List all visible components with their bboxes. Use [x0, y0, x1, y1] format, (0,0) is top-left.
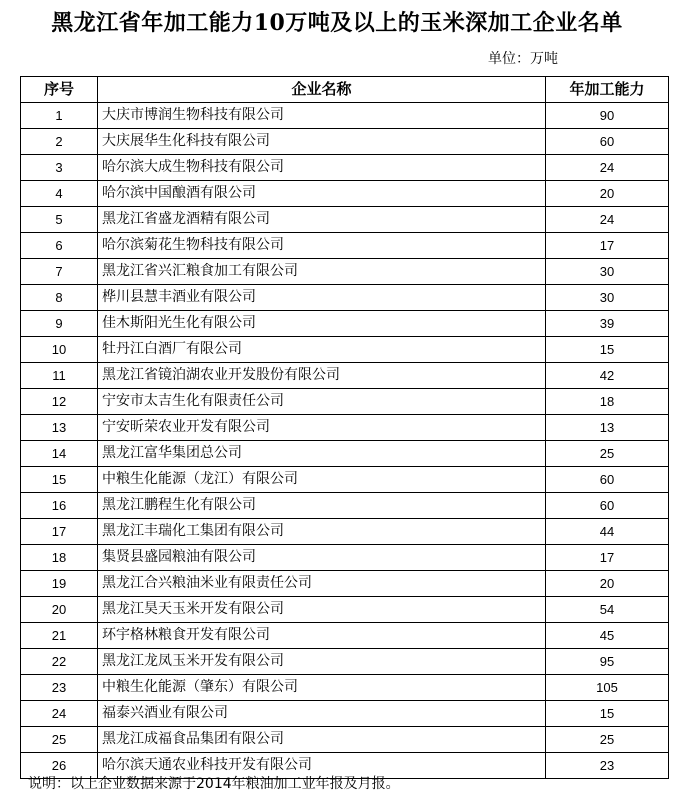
table-row	[21, 311, 669, 337]
cell-capacity: 25	[546, 727, 669, 753]
cell-capacity: 30	[546, 285, 669, 311]
cell-capacity: 15	[546, 701, 669, 727]
table-row	[21, 259, 669, 285]
table-row	[21, 519, 669, 545]
cell-company-name: 黑龙江省镜泊湖农业开发股份有限公司	[98, 363, 546, 389]
cell-capacity: 39	[546, 311, 669, 337]
cell-capacity: 23	[546, 753, 669, 779]
source-note: 说明：以上企业数据来源于2014年粮油加工业年报及月报。	[28, 776, 400, 792]
cell-company-name: 佳木斯阳光生化有限公司	[98, 311, 546, 337]
cell-serial: 3	[21, 155, 98, 181]
cell-capacity: 24	[546, 155, 669, 181]
cell-serial: 24	[21, 701, 98, 727]
cell-company-name: 黑龙江省兴汇粮食加工有限公司	[98, 259, 546, 285]
cell-capacity: 60	[546, 129, 669, 155]
cell-company-name: 牡丹江白酒厂有限公司	[98, 337, 546, 363]
table-row	[21, 701, 669, 727]
table-row	[21, 623, 669, 649]
cell-serial: 25	[21, 727, 98, 753]
cell-company-name: 黑龙江富华集团总公司	[98, 441, 546, 467]
cell-capacity: 17	[546, 545, 669, 571]
cell-company-name: 黑龙江龙凤玉米开发有限公司	[98, 649, 546, 675]
cell-serial: 23	[21, 675, 98, 701]
cell-serial: 14	[21, 441, 98, 467]
cell-capacity: 25	[546, 441, 669, 467]
table-row	[21, 675, 669, 701]
cell-capacity: 24	[546, 207, 669, 233]
table-row	[21, 467, 669, 493]
cell-capacity: 30	[546, 259, 669, 285]
cell-serial: 19	[21, 571, 98, 597]
cell-serial: 20	[21, 597, 98, 623]
cell-capacity: 15	[546, 337, 669, 363]
table-row	[21, 415, 669, 441]
cell-company-name: 黑龙江昊天玉米开发有限公司	[98, 597, 546, 623]
cell-capacity: 95	[546, 649, 669, 675]
cell-capacity: 18	[546, 389, 669, 415]
table-row	[21, 597, 669, 623]
header-serial: 序号	[21, 77, 98, 103]
cell-company-name: 福泰兴酒业有限公司	[98, 701, 546, 727]
cell-company-name: 宁安市太吉生化有限责任公司	[98, 389, 546, 415]
cell-serial: 5	[21, 207, 98, 233]
table-row	[21, 363, 669, 389]
cell-capacity: 54	[546, 597, 669, 623]
table-row	[21, 181, 669, 207]
table-row	[21, 493, 669, 519]
document-title: 黑龙江省年加工能力10万吨及以上的玉米深加工企业名单	[51, 10, 623, 36]
header-annual-capacity: 年加工能力	[546, 77, 669, 103]
cell-serial: 11	[21, 363, 98, 389]
cell-company-name: 宁安昕荣农业开发有限公司	[98, 415, 546, 441]
cell-serial: 1	[21, 103, 98, 129]
table-row	[21, 103, 669, 129]
cell-capacity: 45	[546, 623, 669, 649]
cell-company-name: 桦川县慧丰酒业有限公司	[98, 285, 546, 311]
table-row	[21, 571, 669, 597]
cell-company-name: 黑龙江成福食品集团有限公司	[98, 727, 546, 753]
table-row	[21, 727, 669, 753]
cell-company-name: 哈尔滨菊花生物科技有限公司	[98, 233, 546, 259]
cell-serial: 10	[21, 337, 98, 363]
cell-capacity: 13	[546, 415, 669, 441]
cell-company-name: 黑龙江省盛龙酒精有限公司	[98, 207, 546, 233]
table-row	[21, 155, 669, 181]
cell-capacity: 60	[546, 493, 669, 519]
cell-serial: 9	[21, 311, 98, 337]
table-row	[21, 545, 669, 571]
cell-company-name: 哈尔滨大成生物科技有限公司	[98, 155, 546, 181]
cell-capacity: 20	[546, 571, 669, 597]
table-row	[21, 389, 669, 415]
table-row	[21, 285, 669, 311]
cell-company-name: 黑龙江鹏程生化有限公司	[98, 493, 546, 519]
cell-capacity: 90	[546, 103, 669, 129]
enterprise-table	[20, 76, 669, 779]
header-company-name: 企业名称	[98, 77, 546, 103]
cell-company-name: 中粮生化能源（肇东）有限公司	[98, 675, 546, 701]
cell-serial: 15	[21, 467, 98, 493]
cell-serial: 4	[21, 181, 98, 207]
cell-company-name: 中粮生化能源（龙江）有限公司	[98, 467, 546, 493]
cell-capacity: 17	[546, 233, 669, 259]
cell-capacity: 42	[546, 363, 669, 389]
cell-company-name: 大庆展华生化科技有限公司	[98, 129, 546, 155]
cell-company-name: 哈尔滨天通农业科技开发有限公司	[98, 753, 546, 779]
cell-capacity: 60	[546, 467, 669, 493]
cell-serial: 12	[21, 389, 98, 415]
table-row	[21, 337, 669, 363]
table-header-row	[21, 77, 669, 103]
cell-capacity: 20	[546, 181, 669, 207]
table-row	[21, 441, 669, 467]
cell-serial: 6	[21, 233, 98, 259]
table-row	[21, 207, 669, 233]
cell-serial: 16	[21, 493, 98, 519]
cell-serial: 22	[21, 649, 98, 675]
cell-serial: 2	[21, 129, 98, 155]
unit-label: 单位：万吨	[488, 51, 558, 67]
cell-capacity: 105	[546, 675, 669, 701]
table-row	[21, 233, 669, 259]
cell-capacity: 44	[546, 519, 669, 545]
cell-serial: 18	[21, 545, 98, 571]
cell-serial: 26	[21, 753, 98, 779]
cell-company-name: 黑龙江丰瑞化工集团有限公司	[98, 519, 546, 545]
cell-serial: 7	[21, 259, 98, 285]
cell-company-name: 集贤县盛园粮油有限公司	[98, 545, 546, 571]
table-row	[21, 649, 669, 675]
cell-company-name: 黑龙江合兴粮油米业有限责任公司	[98, 571, 546, 597]
cell-serial: 21	[21, 623, 98, 649]
cell-serial: 13	[21, 415, 98, 441]
cell-serial: 17	[21, 519, 98, 545]
table-row	[21, 129, 669, 155]
cell-company-name: 环宇格林粮食开发有限公司	[98, 623, 546, 649]
cell-company-name: 哈尔滨中国酿酒有限公司	[98, 181, 546, 207]
cell-company-name: 大庆市博润生物科技有限公司	[98, 103, 546, 129]
cell-serial: 8	[21, 285, 98, 311]
